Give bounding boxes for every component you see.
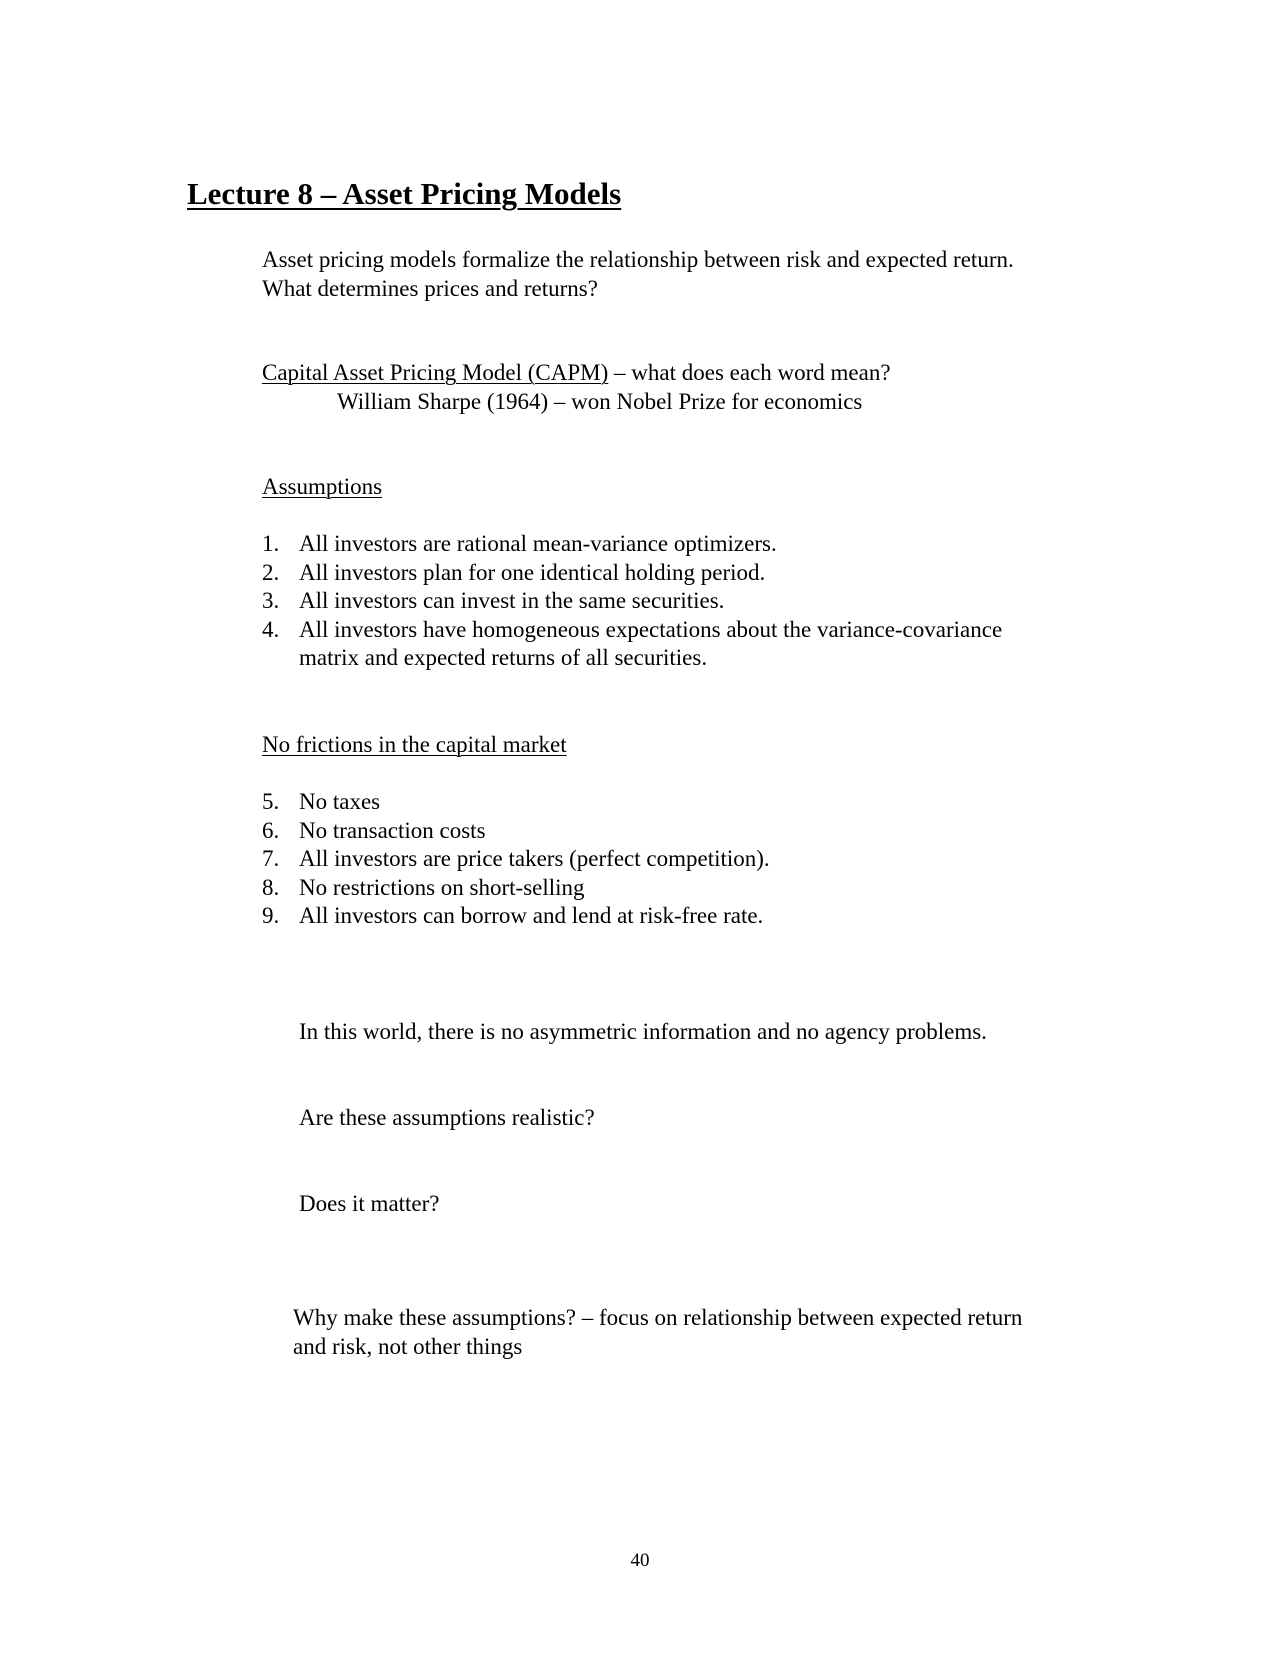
remark-why-line-1: Why make these assumptions? – focus on relationship between expected return (293, 1305, 1023, 1330)
list-item-text: No transaction costs (299, 817, 486, 843)
remark-realistic: Are these assumptions realistic? (299, 1105, 595, 1130)
page-title: Lecture 8 – Asset Pricing Models (187, 176, 622, 211)
assumptions-heading: Assumptions (262, 474, 383, 499)
assumptions-list (262, 530, 1002, 673)
list-item (262, 616, 1002, 673)
list-item-text: All investors plan for one identical holding period. (299, 559, 766, 585)
list-item-text: All investors have homogeneous expectations about the variance-covariance (299, 616, 1003, 642)
intro-line-2: What determines prices and returns? (262, 276, 598, 301)
list-item (262, 788, 770, 817)
capm-heading (262, 358, 891, 387)
capm-heading-underlined: Capital Asset Pricing Model (CAPM) (262, 360, 609, 385)
frictions-list (262, 788, 770, 931)
list-item-text: All investors can borrow and lend at risk-free rate. (299, 903, 764, 928)
list-item-text: All investors are rational mean-variance optimizers. (299, 531, 777, 556)
list-item-number: 7. (262, 846, 280, 871)
list-item-number: 5. (262, 789, 280, 814)
intro-line-1: Asset pricing models formalize the relationship between risk and expected return. (262, 247, 1014, 272)
remark-why-line-2: and risk, not other things (293, 1334, 523, 1359)
list-item (262, 845, 770, 874)
list-item-number: 4. (262, 616, 280, 642)
list-item-text: All investors can invest in the same securities. (299, 588, 725, 613)
capm-subline: William Sharpe (1964) – won Nobel Prize for economics (337, 389, 863, 414)
remark-world: In this world, there is no asymmetric information and no agency problems. (299, 1019, 987, 1044)
list-item-text-continued: matrix and expected returns of all securities. (299, 645, 708, 670)
list-item-number: 8. (262, 874, 280, 900)
list-item-number: 1. (262, 531, 280, 556)
list-item (262, 874, 770, 903)
list-item (262, 587, 1002, 616)
capm-heading-rest: – what does each word mean? (608, 360, 891, 385)
remark-why (293, 1303, 1022, 1361)
list-item-text: No restrictions on short-selling (299, 874, 585, 900)
list-item-number: 2. (262, 559, 280, 585)
list-item (262, 530, 1002, 559)
frictions-heading: No frictions in the capital market (262, 732, 567, 757)
page-number: 40 (630, 1550, 650, 1571)
list-item-number: 3. (262, 588, 280, 613)
list-item (262, 817, 770, 846)
list-item-number: 6. (262, 817, 280, 843)
list-item-text: All investors are price takers (perfect competition). (299, 846, 770, 871)
intro-paragraph (262, 245, 1014, 303)
remark-matter: Does it matter? (299, 1191, 440, 1216)
list-item-number: 9. (262, 903, 280, 928)
list-item (262, 902, 770, 931)
list-item-text: No taxes (299, 789, 381, 814)
list-item (262, 559, 1002, 588)
